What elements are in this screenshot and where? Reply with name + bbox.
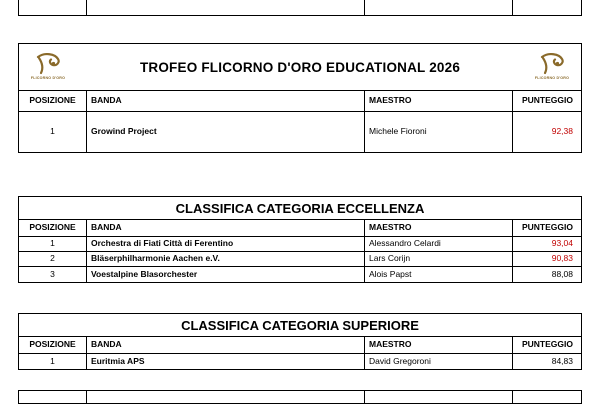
cell-maestro: Michele Fioroni bbox=[365, 112, 513, 152]
cell-punteggio: 84,83 bbox=[551, 355, 573, 366]
superiore-title: CLASSIFICA CATEGORIA SUPERIORE bbox=[19, 314, 581, 337]
cell-punteggio: 88,08 bbox=[551, 268, 573, 279]
table-row bbox=[19, 237, 581, 252]
cell-banda: Growind Project bbox=[87, 112, 365, 152]
cell-maestro bbox=[365, 0, 513, 16]
cell-punteggio: 90,83 bbox=[551, 253, 573, 264]
superiore-section bbox=[18, 313, 582, 370]
header-maestro: MAESTRO bbox=[365, 220, 513, 236]
header-maestro: MAESTRO bbox=[365, 91, 513, 111]
table-row bbox=[19, 252, 581, 267]
header-banda: BANDA bbox=[87, 337, 365, 353]
cell-banda: Bläserphilharmonie Aachen e.V. bbox=[87, 252, 365, 266]
header-punteggio: PUNTEGGIO bbox=[521, 222, 573, 233]
cell-posizione bbox=[19, 0, 87, 16]
table-header-row bbox=[19, 337, 581, 354]
table-header-row bbox=[19, 91, 581, 112]
header-posizione: POSIZIONE bbox=[19, 220, 87, 236]
cell-banda bbox=[87, 0, 365, 16]
cell-posizione: 1 bbox=[19, 237, 87, 251]
cell-posizione: 3 bbox=[19, 267, 87, 282]
cell-maestro: Lars Corijn bbox=[365, 252, 513, 266]
cell-banda: Euritmia APS bbox=[87, 354, 365, 369]
header-posizione: POSIZIONE bbox=[19, 91, 87, 111]
header-banda: BANDA bbox=[87, 91, 365, 111]
header-banda: BANDA bbox=[87, 220, 365, 236]
logo-caption: FLICORNO D'ORO bbox=[534, 76, 570, 81]
table-row bbox=[19, 0, 581, 16]
educational-title-row bbox=[19, 44, 581, 91]
header-posizione: POSIZIONE bbox=[19, 337, 87, 353]
cell-posizione: 1 bbox=[19, 354, 87, 369]
flicorno-doro-logo-icon bbox=[25, 47, 71, 87]
eccellenza-title: CLASSIFICA CATEGORIA ECCELLENZA bbox=[19, 197, 581, 220]
table-row bbox=[19, 267, 581, 282]
cell-banda: Orchestra di Fiati Città di Ferentino bbox=[87, 237, 365, 251]
results-table-partial-bottom bbox=[18, 390, 582, 404]
table-row bbox=[19, 354, 581, 369]
table-row bbox=[19, 112, 581, 152]
header-punteggio: PUNTEGGIO bbox=[521, 95, 573, 106]
cell-maestro: David Gregoroni bbox=[365, 354, 513, 369]
logo-caption: FLICORNO D'ORO bbox=[30, 76, 66, 81]
eccellenza-section bbox=[18, 196, 582, 283]
header-punteggio: PUNTEGGIO bbox=[521, 339, 573, 350]
results-table-partial-top bbox=[18, 0, 582, 16]
flicorno-doro-logo-icon bbox=[529, 47, 575, 87]
cell-punteggio: 92,38 bbox=[551, 126, 573, 137]
table-row bbox=[19, 391, 581, 404]
cell-banda: Voestalpine Blasorchester bbox=[87, 267, 365, 282]
cell-punteggio bbox=[513, 0, 581, 16]
header-maestro: MAESTRO bbox=[365, 337, 513, 353]
educational-title: TROFEO FLICORNO D'ORO EDUCATIONAL 2026 bbox=[139, 59, 461, 75]
cell-posizione: 1 bbox=[19, 112, 87, 152]
cell-maestro: Alessandro Celardi bbox=[365, 237, 513, 251]
cell-punteggio: 93,04 bbox=[551, 238, 573, 249]
table-header-row bbox=[19, 220, 581, 237]
cell-posizione: 2 bbox=[19, 252, 87, 266]
educational-section bbox=[18, 43, 582, 153]
cell-maestro: Alois Papst bbox=[365, 267, 513, 282]
